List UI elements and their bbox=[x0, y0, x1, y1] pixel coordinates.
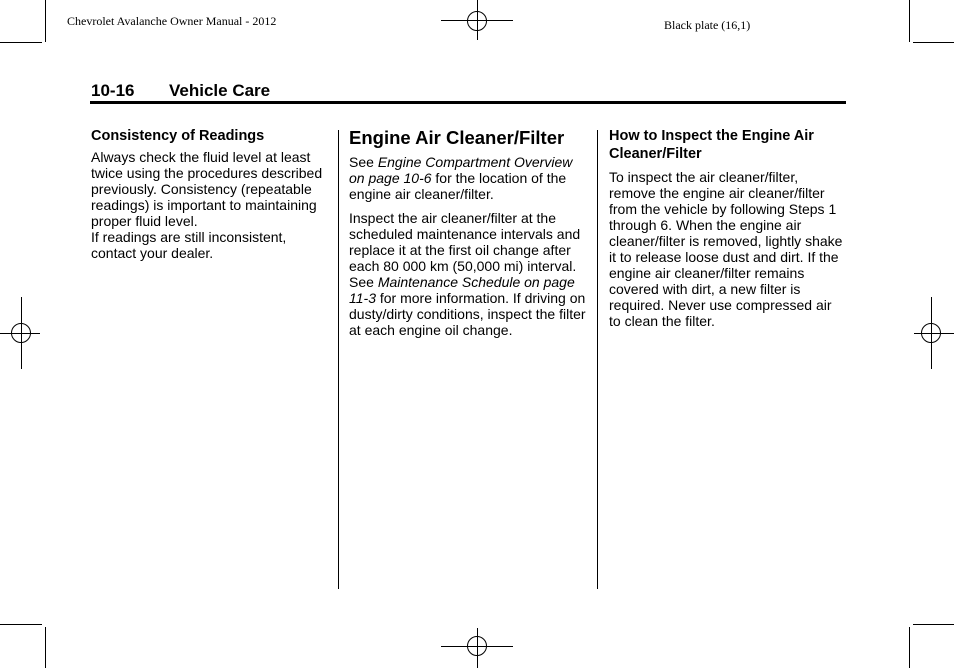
paragraph: To inspect the air cleaner/filter, remove the engine air cleaner/filter from the vehicle by following Steps 1 through 6. When the engine air cleaner/filter is removed, lightly shake it to release loose dust and dirt. If the engine air cleaner/filter remains covered with dirt, a new filter is required. Never use compressed air to clean the filter. bbox=[609, 169, 843, 329]
cross-reference-link[interactable]: Maintenance Schedule on page 11-3 bbox=[349, 274, 575, 306]
plate-label: Black plate (16,1) bbox=[664, 18, 751, 32]
column-divider bbox=[597, 130, 598, 589]
crop-mark bbox=[913, 624, 954, 625]
crop-mark bbox=[913, 42, 954, 43]
paragraph: Inspect the air cleaner/filter at the scheduled maintenance intervals and replace it at the first oil change after each 80 000 km (50,000 mi) interval. See Maintenance Schedule on page 11-3 for more information. If driving on dusty/dirty conditions, inspect the filter at each engine oil change. bbox=[349, 210, 586, 338]
cross-reference-link[interactable]: Engine Compartment Overview on page 10-6 bbox=[349, 154, 573, 186]
section-heading: Engine Air Cleaner/Filter bbox=[349, 127, 565, 148]
crop-mark bbox=[909, 0, 910, 42]
subheading: How to Inspect the Engine Air Cleaner/Filter bbox=[609, 128, 814, 162]
crop-mark bbox=[0, 42, 42, 43]
manual-title: Chevrolet Avalanche Owner Manual - 2012 bbox=[67, 14, 277, 28]
paragraph: See Engine Compartment Overview on page 10-6 for the location of the engine air cleaner/filter. bbox=[349, 154, 573, 202]
header-rule bbox=[90, 101, 846, 104]
column-3 bbox=[609, 127, 847, 335]
page-number: 10-16 bbox=[91, 81, 135, 100]
subheading: Consistency of Readings bbox=[91, 128, 265, 144]
section-title: Vehicle Care bbox=[169, 81, 271, 100]
crop-mark bbox=[0, 624, 42, 625]
crop-mark bbox=[45, 627, 46, 668]
paragraph: Always check the fluid level at least twice using the procedures described previously. Consistency (repeatable readings) is important to maintaining proper fluid level. bbox=[91, 149, 323, 229]
crop-mark bbox=[909, 627, 910, 668]
crop-mark bbox=[45, 0, 46, 42]
paragraph: If readings are still inconsistent, contact your dealer. bbox=[91, 229, 287, 261]
column-1 bbox=[91, 127, 331, 267]
column-divider bbox=[338, 130, 339, 589]
column-2 bbox=[349, 127, 589, 344]
